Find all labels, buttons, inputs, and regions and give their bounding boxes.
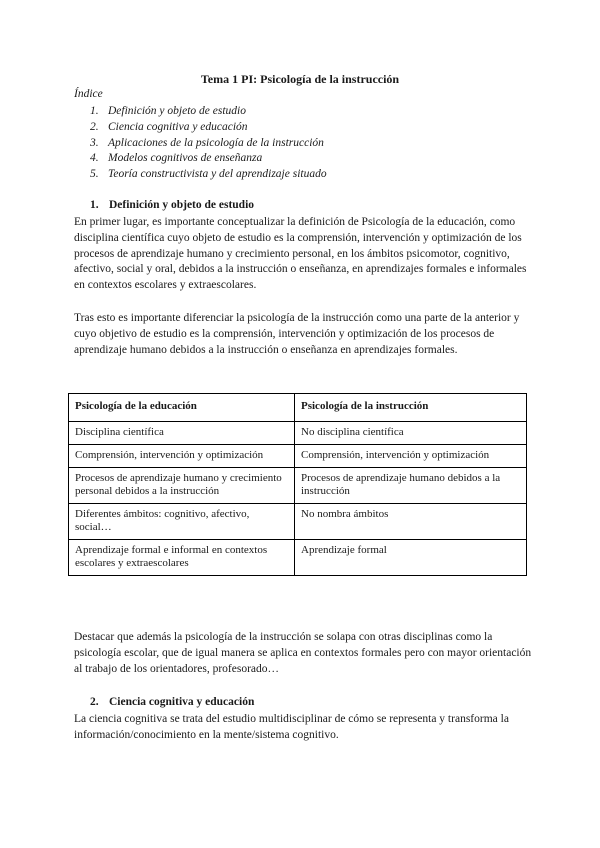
section-1-paragraph-1: En primer lugar, es importante conceptualizar la definición de Psicología de la educación, como disciplina científica cuyo objeto de estudio es la comprensión, intervención y optimización de los procesos de aprendizaje humano y crecimiento personal, en los ámbitos psicomotor, cognitivo, afectivo, social y oral, debidos a la instrucción o enseñanza, en aprendizajes formales e informales en contextos escolares y extraescolares. (74, 216, 527, 292)
section-2-title: Ciencia cognitiva y educación (109, 696, 255, 708)
table-row (69, 445, 527, 468)
table-cell: Aprendizaje formal e informal en contextos escolares y extraescolares (69, 540, 295, 576)
table-header-cell: Psicología de la educación (69, 394, 295, 422)
toc-item-number: 2. (90, 120, 99, 133)
toc-item-number: 1. (90, 105, 99, 117)
section-2-heading (90, 696, 254, 708)
toc-item-text: Ciencia cognitiva y educación (108, 120, 248, 133)
table-cell: No nombra ámbitos (295, 504, 527, 540)
table-header-cell: Psicología de la instrucción (295, 394, 527, 422)
section-1-paragraph-3: Destacar que además la psicología de la instrucción se solapa con otras disciplinas como la psicología escolar, que de igual manera se aplica en contextos formales pero con mayor orientación al trabajo de los orientadores, profesorado… (74, 631, 532, 675)
section-1-heading (90, 199, 254, 211)
table-cell: Procesos de aprendizaje humano debidos a la instrucción (295, 468, 527, 504)
table-cell: Disciplina científica (69, 422, 295, 445)
section-2-number: 2. (90, 696, 99, 708)
page-title: Tema 1 PI: Psicología de la instrucción (200, 72, 400, 86)
index-label: Índice (74, 88, 103, 100)
toc-item-number: 5. (90, 168, 99, 181)
toc-item (90, 104, 327, 120)
table-cell: Diferentes ámbitos: cognitivo, afectivo, social… (69, 504, 295, 540)
section-1-number: 1. (90, 199, 99, 211)
toc-item-number: 3. (90, 136, 99, 149)
table-row (69, 504, 527, 540)
table-cell: Comprensión, intervención y optimización (295, 445, 527, 468)
table-row (69, 540, 527, 576)
toc-item-number: 4. (90, 152, 99, 165)
table-cell: Procesos de aprendizaje humano y crecimiento personal debidos a la instrucción (69, 468, 295, 504)
table-cell: No disciplina científica (295, 422, 527, 445)
table-row (69, 468, 527, 504)
comparison-table (68, 393, 527, 576)
toc-item-text: Modelos cognitivos de enseñanza (108, 152, 263, 165)
table-header-row (69, 394, 527, 422)
toc-item-text: Definición y objeto de estudio (108, 105, 246, 117)
toc-item (90, 120, 327, 136)
table-cell: Comprensión, intervención y optimización (69, 445, 295, 468)
table-cell: Aprendizaje formal (295, 540, 527, 576)
table-of-contents (90, 104, 327, 183)
toc-item-text: Aplicaciones de la psicología de la instrucción (108, 136, 324, 149)
section-1-paragraph-2: Tras esto es importante diferenciar la psicología de la instrucción como una parte de la anterior y cuyo objetivo de estudio es la comprensión, intervención y optimización de los procesos de aprendizaje humano debidos a la instrucción o enseñanza en aprendizajes formales. (74, 312, 520, 356)
toc-item-text: Teoría constructivista y del aprendizaje situado (108, 168, 327, 181)
toc-item (90, 167, 327, 183)
table-row (69, 422, 527, 445)
section-2-paragraph-1: La ciencia cognitiva se trata del estudio multidisciplinar de cómo se representa y transforma la información/conocimiento en la mente/sistema cognitivo. (74, 713, 509, 741)
toc-item (90, 136, 327, 152)
section-1-title: Definición y objeto de estudio (109, 199, 255, 211)
toc-item (90, 151, 327, 167)
